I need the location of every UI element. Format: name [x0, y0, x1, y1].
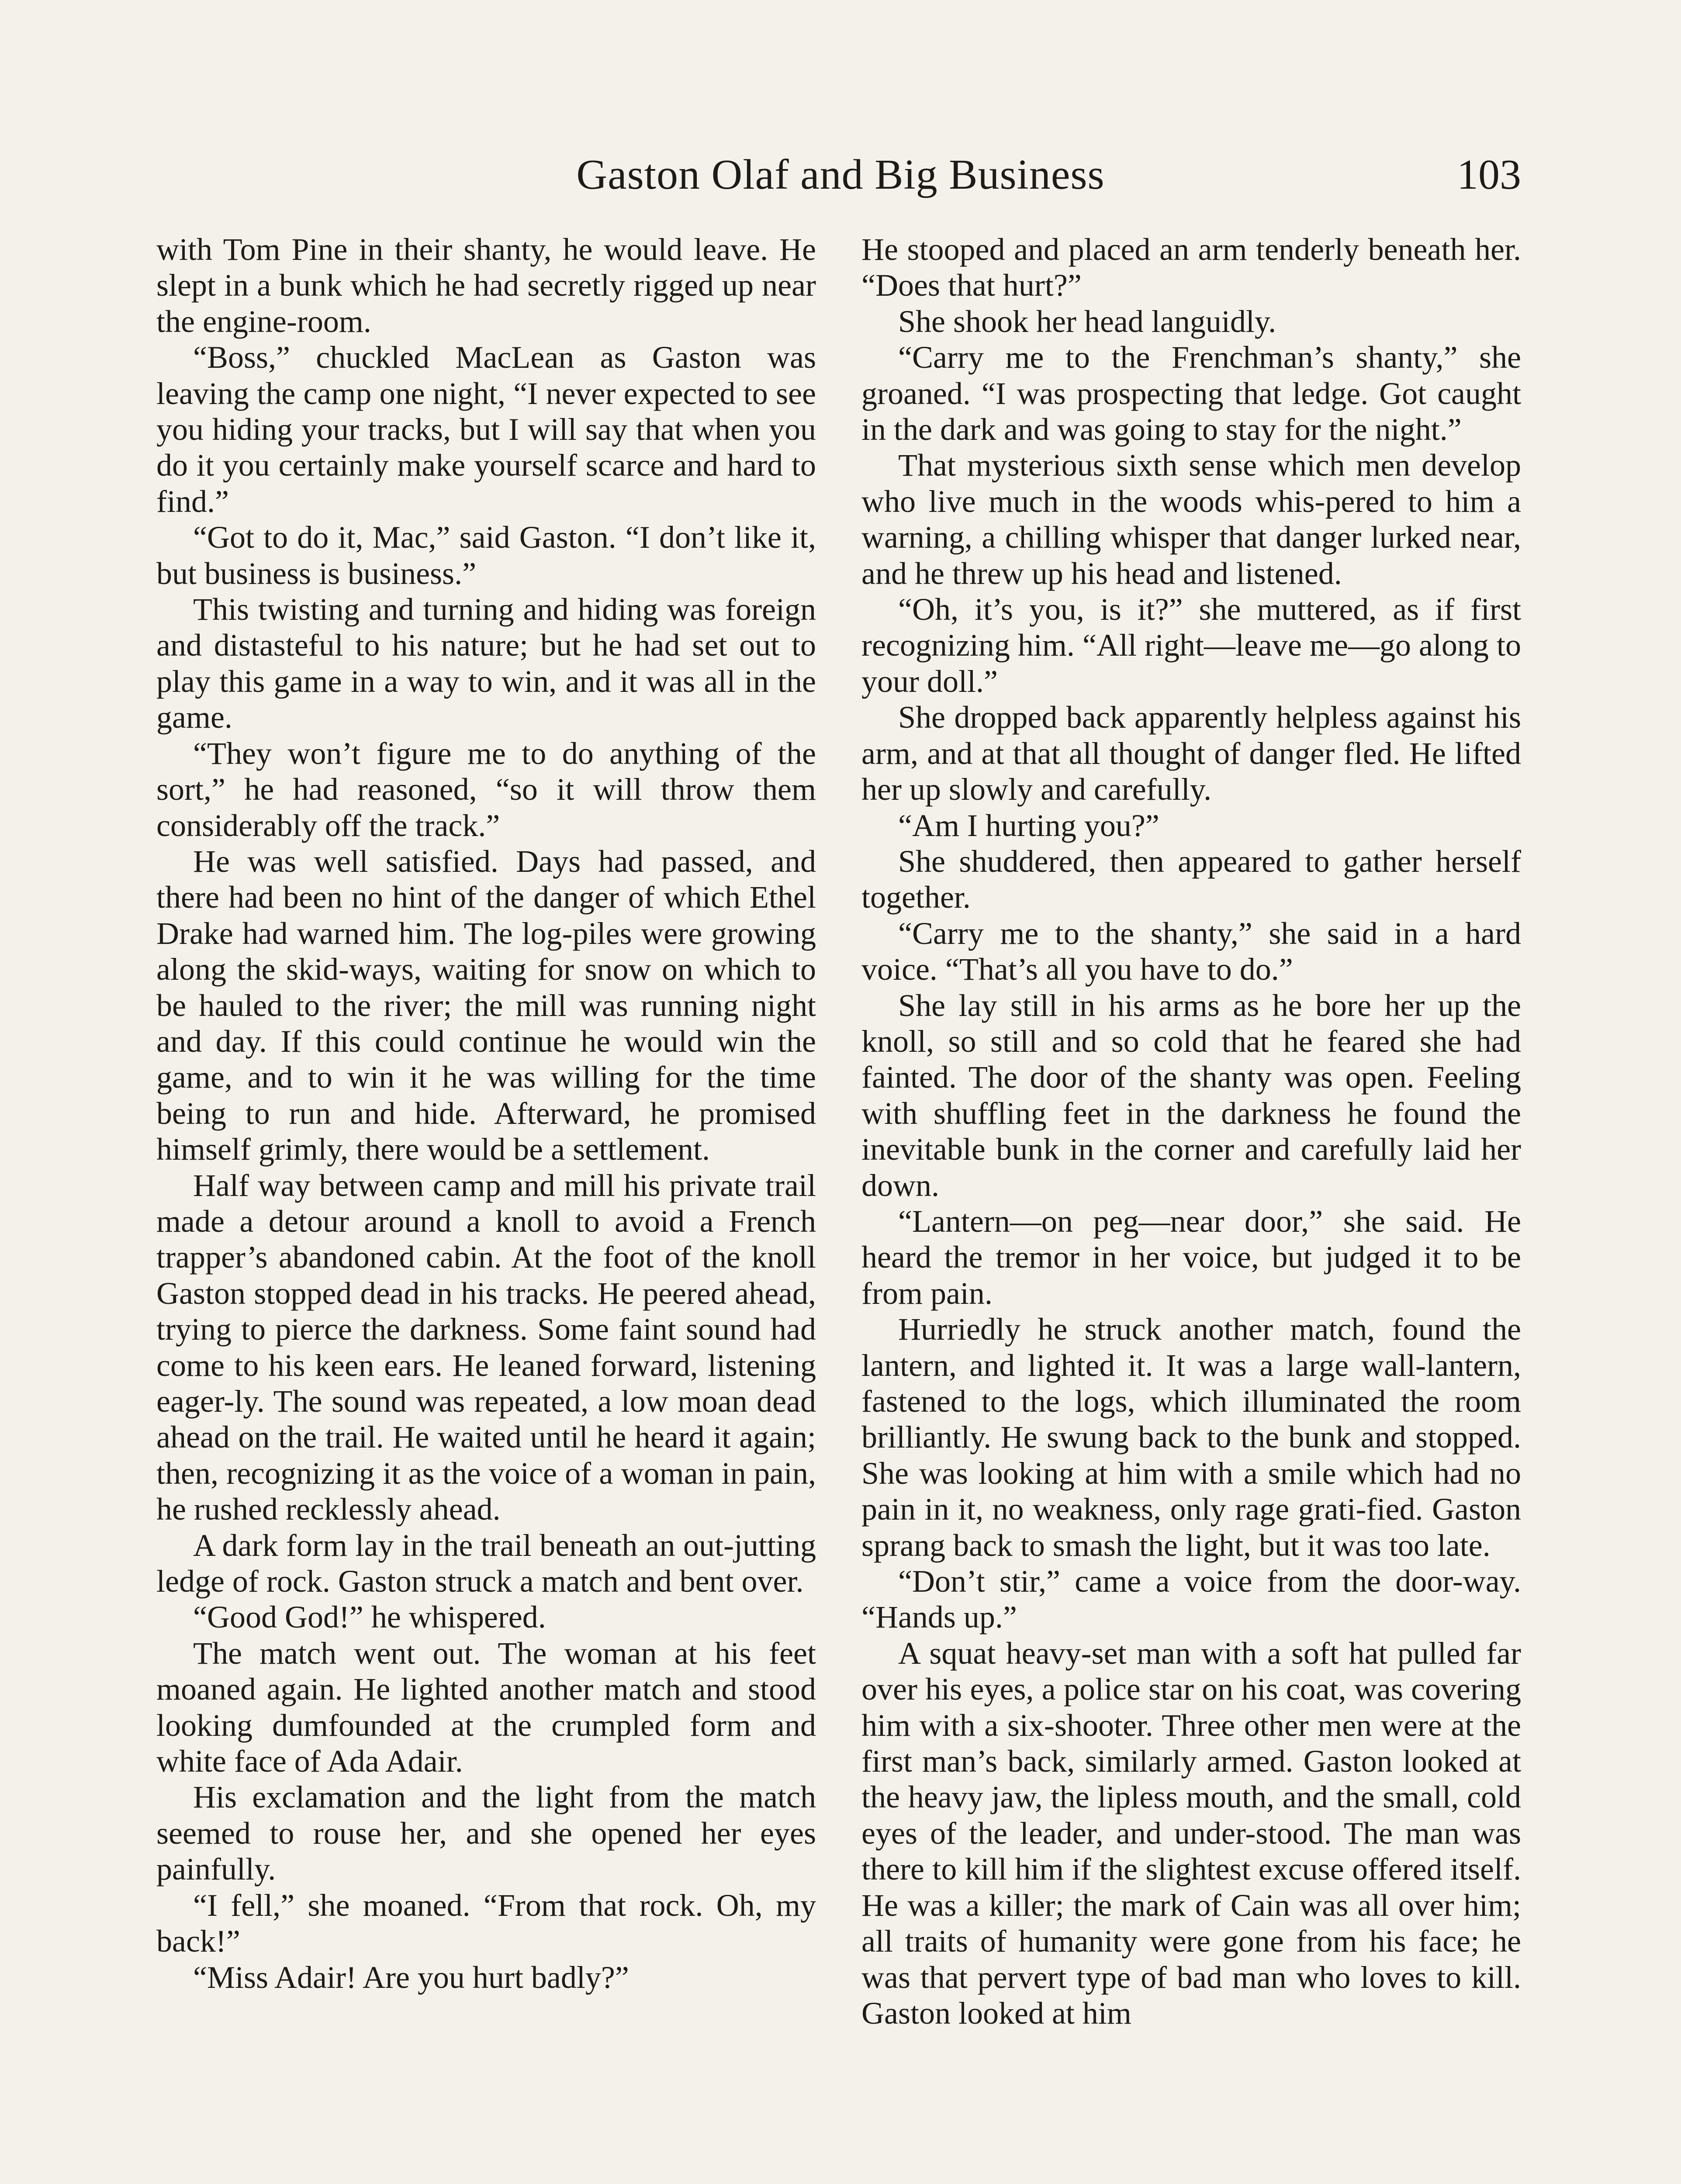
paragraph: She shuddered, then appeared to gather herself together.: [861, 843, 1521, 915]
paragraph: A squat heavy-set man with a soft hat pulled far over his eyes, a police star on his coat, was covering him with a six-shooter. Three other men were at the first man’s back, similarly armed. Gaston looked at the heavy jaw, the lipless mouth, and the small, cold eyes of the leader, and under-stood. The man was there to kill him if the slightest excuse offered itself. He was a killer; the mark of Cain was all over him; all traits of humanity were gone from his face; he was that pervert type of bad man who loves to kill. Gaston looked at him: [861, 1635, 1521, 2031]
paragraph: His exclamation and the light from the match seemed to rouse her, and she opened her eyes painfully.: [156, 1780, 816, 1887]
paragraph: That mysterious sixth sense which men develop who live much in the woods whis-pered to him a warning, a chilling whisper that danger lurked near, and he threw up his head and listened.: [861, 448, 1521, 591]
paragraph: Hurriedly he struck another match, found the lantern, and lighted it. It was a large wall-lantern, fastened to the logs, which illuminated the room brilliantly. He swung back to the bunk and stopped. She was looking at him with a smile which had no pain in it, no weakness, only rage grati-fied. Gaston sprang back to smash the light, but it was too late.: [861, 1312, 1521, 1563]
paragraph: “Got to do it, Mac,” said Gaston. “I don’t like it, but business is business.”: [156, 520, 816, 591]
page-number: 103: [1457, 151, 1521, 198]
running-title: Gaston Olaf and Big Business: [576, 151, 1105, 198]
left-column: [156, 232, 816, 1995]
paragraph: “Miss Adair! Are you hurt badly?”: [193, 1959, 629, 1995]
paragraph: A dark form lay in the trail beneath an out-jutting ledge of rock. Gaston struck a match and bent over.: [156, 1527, 816, 1599]
page-header: [0, 144, 1681, 205]
paragraph: “Am I hurting you?”: [898, 808, 1159, 843]
paragraph: She lay still in his arms as he bore her up the knoll, so still and so cold that he feared she had fainted. The door of the shanty was open. Feeling with shuffling feet in the darkness he found the inevitable bunk in the corner and carefully laid her down.: [861, 988, 1521, 1203]
paragraph: “Good God!” he whispered.: [193, 1600, 546, 1635]
paragraph: with Tom Pine in their shanty, he would leave. He slept in a bunk which he had secretly rigged up near the engine-room.: [156, 232, 816, 339]
paragraph: “I fell,” she moaned. “From that rock. Oh, my back!”: [156, 1887, 816, 1959]
right-column: [861, 232, 1521, 2031]
paragraph: The match went out. The woman at his feet moaned again. He lighted another match and stood looking dumfounded at the crumpled form and white face of Ada Adair.: [156, 1635, 816, 1779]
paragraph: He stooped and placed an arm tenderly beneath her. “Does that hurt?”: [861, 232, 1521, 303]
paragraph: “Boss,” chuckled MacLean as Gaston was leaving the camp one night, “I never expected to see you hiding your tracks, but I will say that when you do it you certainly make yourself scarce and hard to find.”: [156, 340, 816, 519]
paragraph: She shook her head languidly.: [898, 304, 1276, 339]
paragraph: “Oh, it’s you, is it?” she muttered, as if first recognizing him. “All right—leave me—go along to your doll.”: [861, 592, 1521, 699]
paragraph: This twisting and turning and hiding was foreign and distasteful to his nature; but he had set out to play this game in a way to win, and it was all in the game.: [156, 592, 816, 735]
paragraph: Half way between camp and mill his private trail made a detour around a knoll to avoid a French trapper’s abandoned cabin. At the foot of the knoll Gaston stopped dead in his tracks. He peered ahead, trying to pierce the darkness. Some faint sound had come to his keen ears. He leaned forward, listening eager-ly. The sound was repeated, a low moan dead ahead on the trail. He waited until he heard it again; then, recognizing it as the voice of a woman in pain, he rushed recklessly ahead.: [156, 1168, 816, 1527]
paragraph: “Carry me to the shanty,” she said in a hard voice. “That’s all you have to do.”: [861, 916, 1521, 987]
paragraph: “Carry me to the Frenchman’s shanty,” she groaned. “I was prospecting that ledge. Got caught in the dark and was going to stay for the night.”: [861, 340, 1521, 447]
paragraph: “Don’t stir,” came a voice from the door-way. “Hands up.”: [861, 1564, 1521, 1635]
paragraph: He was well satisfied. Days had passed, and there had been no hint of the danger of which Ethel Drake had warned him. The log-piles were growing along the skid-ways, waiting for snow on which to be hauled to the river; the mill was running night and day. If this could continue he would win the game, and to win it he was willing for the time being to run and hide. Afterward, he promised himself grimly, there would be a settlement.: [156, 843, 816, 1167]
paragraph: “They won’t figure me to do anything of the sort,” he had reasoned, “so it will throw them considerably off the track.”: [156, 736, 816, 843]
paragraph: She dropped back apparently helpless against his arm, and at that all thought of danger fled. He lifted her up slowly and carefully.: [861, 700, 1521, 807]
paragraph: “Lantern—on peg—near door,” she said. He heard the tremor in her voice, but judged it to be from pain.: [861, 1203, 1521, 1311]
